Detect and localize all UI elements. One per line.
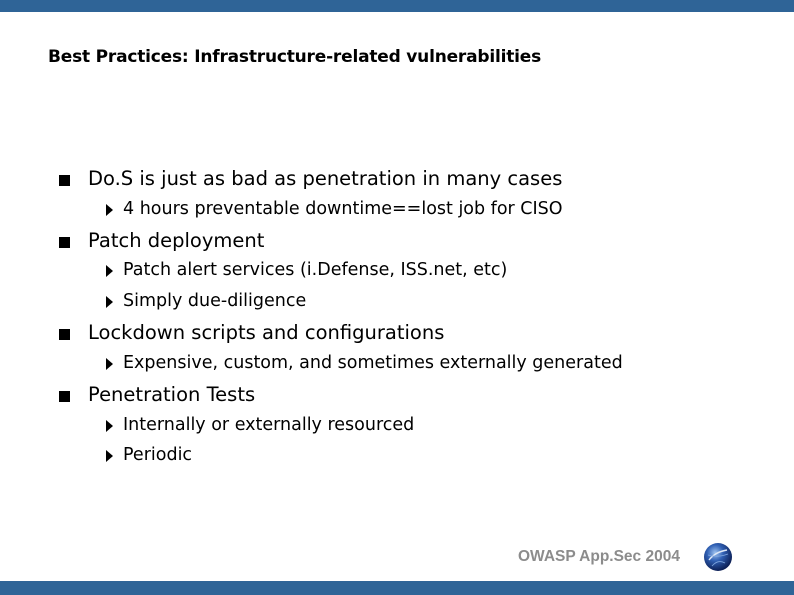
triangle-bullet-icon (106, 265, 113, 277)
sub-bullet-item: Simply due-diligence (123, 291, 307, 311)
top-bar (0, 0, 794, 12)
triangle-bullet-icon (106, 450, 113, 462)
sub-bullet-item: Patch alert services (i.Defense, ISS.net, etc) (123, 260, 508, 280)
square-bullet-icon (59, 175, 70, 186)
triangle-bullet-icon (106, 358, 113, 370)
sub-bullet-item: Expensive, custom, and sometimes externally generated (123, 353, 623, 373)
bottom-bar (0, 581, 794, 595)
sub-bullet-item: 4 hours preventable downtime==lost job for CISO (123, 199, 563, 219)
bullet-item: Penetration Tests (88, 383, 256, 406)
triangle-bullet-icon (106, 204, 113, 216)
sub-bullet-item: Periodic (123, 445, 193, 465)
square-bullet-icon (59, 329, 70, 340)
globe-icon (703, 542, 733, 572)
sub-bullet-item: Internally or externally resourced (123, 415, 415, 435)
square-bullet-icon (59, 391, 70, 402)
slide-title: Best Practices: Infrastructure-related vulnerabilities (48, 47, 542, 67)
footer-label: OWASP App.Sec 2004 (518, 548, 680, 565)
bullet-item: Do.S is just as bad as penetration in many cases (88, 167, 563, 190)
triangle-bullet-icon (106, 296, 113, 308)
square-bullet-icon (59, 237, 70, 248)
bullet-item: Patch deployment (88, 229, 265, 252)
triangle-bullet-icon (106, 420, 113, 432)
bullet-item: Lockdown scripts and configurations (88, 321, 445, 344)
